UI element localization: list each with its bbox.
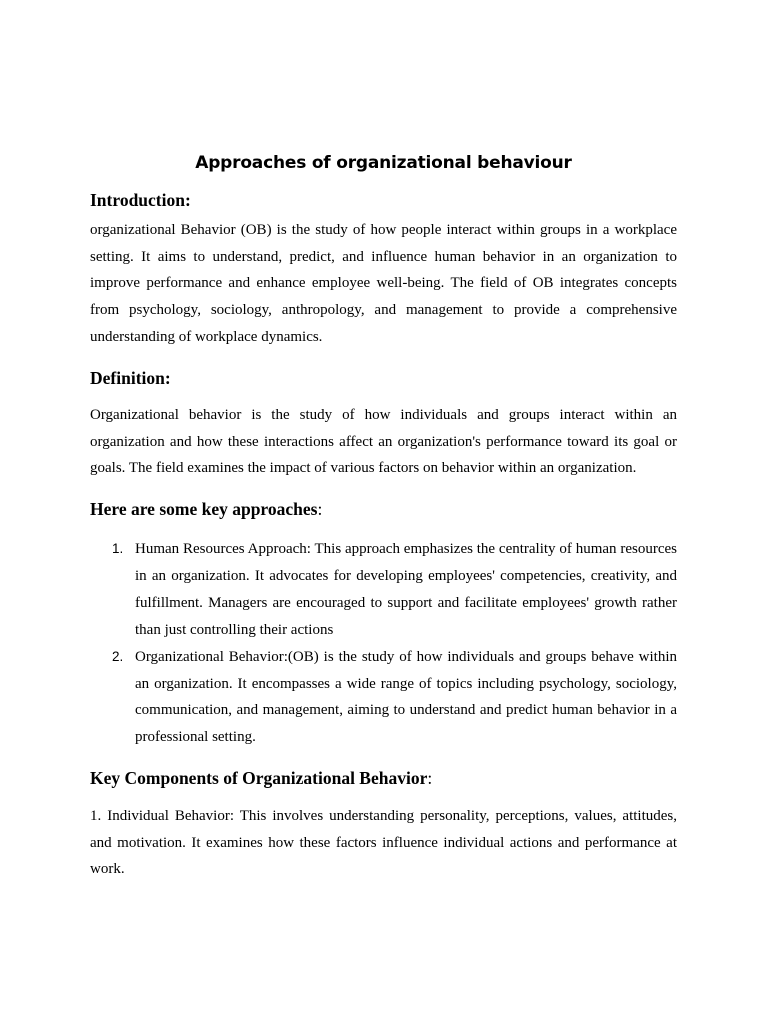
components-paragraph: 1. Individual Behavior: This involves understanding personality, perceptions, values, attitudes, and motivation. It examines how these factors influence individual actions and performance at work. — [90, 808, 677, 878]
list-item-number: 2. — [112, 648, 124, 664]
approaches-heading-text: Here are some key approaches — [90, 499, 318, 519]
introduction-paragraph: organizational Behavior (OB) is the study of how people interact within groups in a workplace setting. It aims to understand, predict, and influence human behavior in an organization to improve performance and enhance employee well-being. The field of OB integrates concepts from psychology, sociology, anthropology, and management to provide a comprehensive understanding of workplace dynamics. — [90, 222, 677, 345]
list-item-text: Human Resources Approach: This approach emphasizes the centrality of human resources in an organization. It advocates for developing employees' competencies, creativity, and fulfillment. Managers are encouraged to support and facilitate employees' growth rather than just controlling their actions — [135, 541, 677, 638]
list-item — [90, 536, 677, 644]
definition-paragraph: Organizational behavior is the study of how individuals and groups interact within an organization and how these interactions affect an organization's performance toward its goal or goals. The field examines the impact of various factors on behavior within an organization. — [90, 407, 677, 477]
approaches-heading — [90, 497, 322, 521]
list-item — [90, 644, 677, 752]
components-heading-colon: : — [427, 768, 433, 788]
components-heading — [90, 766, 432, 790]
introduction-heading: Introduction: — [90, 190, 191, 210]
approaches-list — [90, 536, 677, 751]
document-title: Approaches of organizational behaviour — [195, 153, 572, 173]
list-item-number: 1. — [112, 541, 124, 556]
definition-heading: Definition: — [90, 368, 171, 388]
approaches-heading-colon: : — [317, 499, 323, 519]
list-item-text: Organizational Behavior:(OB) is the study of how individuals and groups behave within an organization. It encompasses a wide range of topics including psychology, sociology, communication, and management, aiming to understand and predict human behavior in a professional setting. — [135, 648, 677, 746]
components-heading-text: Key Components of Organizational Behavior — [90, 768, 428, 788]
